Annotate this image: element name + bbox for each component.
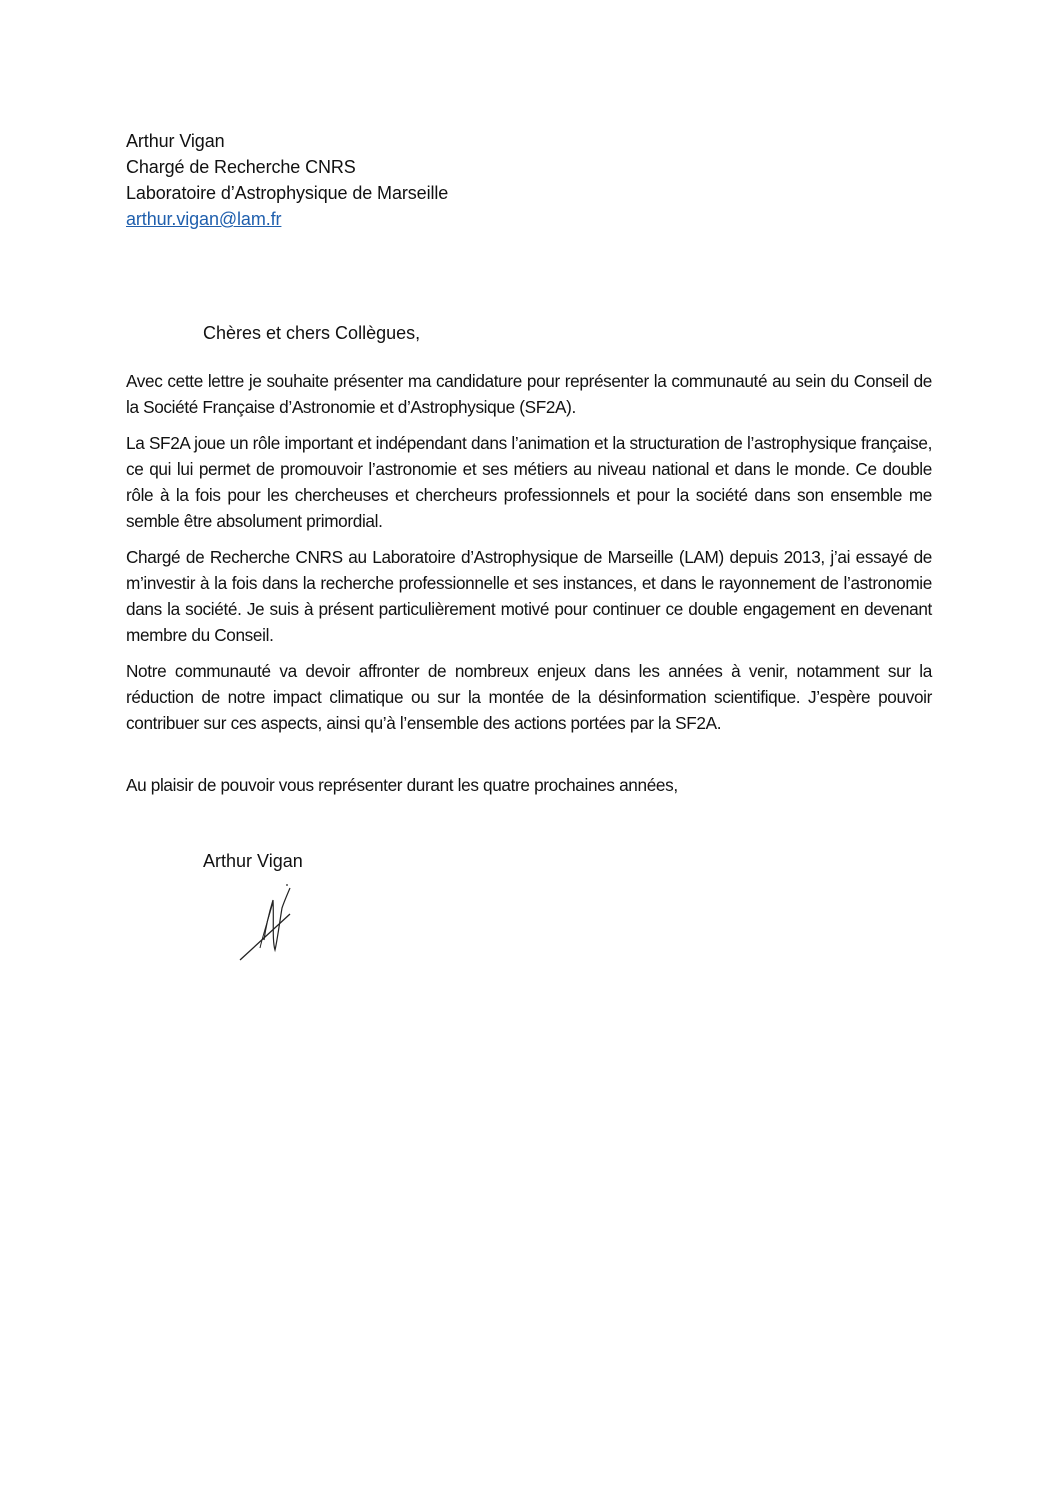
letter-body (126, 368, 932, 746)
paragraph: La SF2A joue un rôle important et indépendant dans l’animation et la structuration de l’astrophysique française, ce qui lui permet de promouvoir l’astronomie et ses métiers au niveau national et dans le monde. Ce double rôle à la fois pour les chercheuses et chercheurs professionnels et pour la société dans son ensemble me semble être absolument primordial. (126, 433, 932, 531)
sender-block (126, 128, 448, 232)
signoff-name: Arthur Vigan (203, 851, 303, 871)
sender-lab: Laboratoire d’Astrophysique de Marseille (126, 183, 449, 203)
sender-email-link[interactable]: arthur.vigan@lam.fr (126, 209, 282, 229)
paragraph: Notre communauté va devoir affronter de nombreux enjeux dans les années à venir, notamment sur la réduction de notre impact climatique ou sur la montée de la désinformation scientifique. J’espère pouvoir contribuer sur ces aspects, ainsi qu’à l’ensemble des actions portées par la SF2A. (126, 661, 932, 733)
sender-title: Chargé de Recherche CNRS (126, 157, 356, 177)
paragraph: Chargé de Recherche CNRS au Laboratoire d’Astrophysique de Marseille (LAM) depuis 2013, j’ai essayé de m’investir à la fois dans la recherche professionnelle et ses instances, et dans le rayonnement de l’astronomie dans la société. Je suis à présent particulièrement motivé pour continuer ce double engagement en devenant membre du Conseil. (126, 547, 932, 645)
handwritten-signature (230, 880, 310, 965)
closing-line: Au plaisir de pouvoir vous représenter durant les quatre prochaines années, (126, 775, 678, 795)
salutation: Chères et chers Collègues, (203, 323, 421, 343)
sender-name: Arthur Vigan (126, 131, 225, 151)
paragraph: Avec cette lettre je souhaite présenter ma candidature pour représenter la communauté au sein du Conseil de la Société Française d’Astronomie et d’Astrophysique (SF2A). (126, 371, 932, 417)
